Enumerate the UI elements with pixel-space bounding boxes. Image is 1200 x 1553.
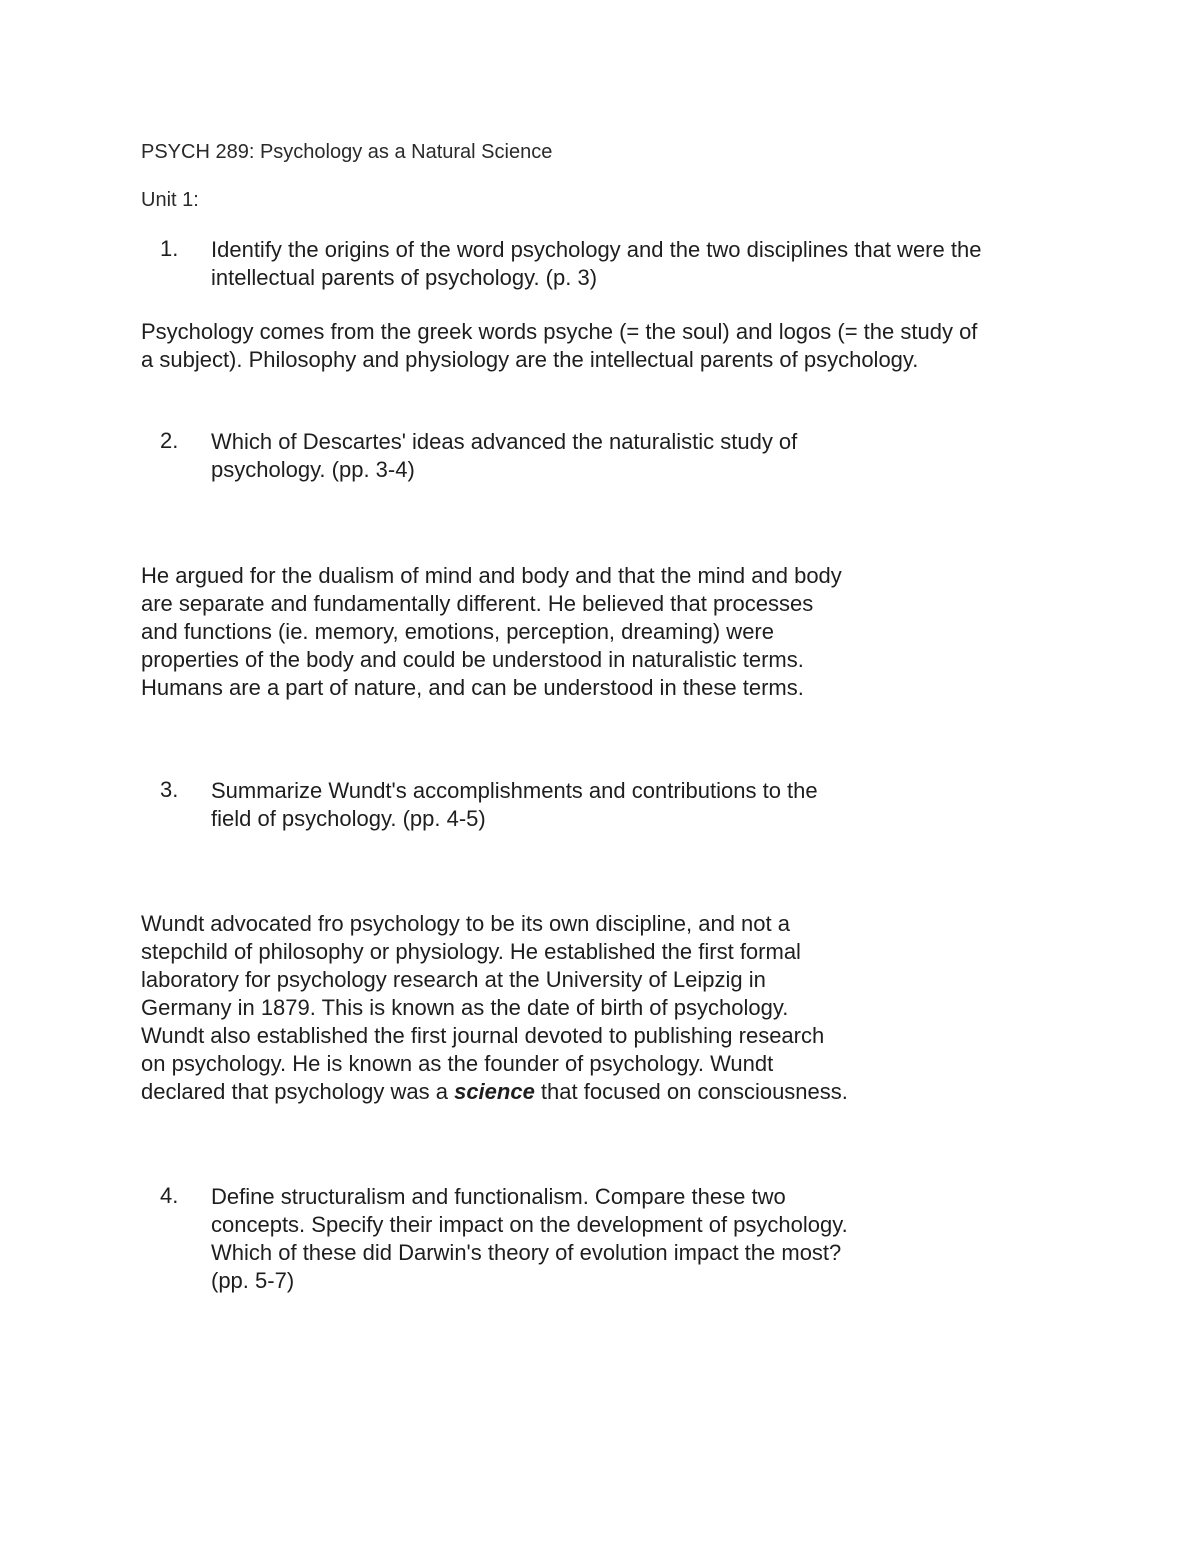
answer-line: Humans are a part of nature, and can be understood in these terms. (141, 675, 804, 700)
answer-3 (141, 910, 848, 1106)
answer-line: He argued for the dualism of mind and body and that the mind and body (141, 563, 842, 588)
question-3-text (211, 777, 818, 833)
question-3-number: 3. (160, 777, 179, 802)
question-1-text (211, 236, 981, 292)
answer-line: a subject). Philosophy and physiology are the intellectual parents of psychology. (141, 347, 919, 372)
question-line: field of psychology. (pp. 4-5) (211, 806, 486, 831)
answer-line: and functions (ie. memory, emotions, perception, dreaming) were (141, 619, 774, 644)
question-line: intellectual parents of psychology. (p. 3) (211, 265, 598, 290)
document-title: PSYCH 289: Psychology as a Natural Science (141, 141, 553, 163)
answer-line: Wundt advocated fro psychology to be its own discipline, and not a (141, 911, 790, 936)
question-4-text (211, 1183, 848, 1295)
question-1-number: 1. (160, 236, 179, 261)
emphasized-word: science (454, 1079, 535, 1104)
answer-line: are separate and fundamentally different. He believed that processes (141, 591, 814, 616)
answer-line: laboratory for psychology research at the University of Leipzig in (141, 967, 766, 992)
question-line: Identify the origins of the word psychology and the two disciplines that were the (211, 237, 982, 262)
question-line: psychology. (pp. 3-4) (211, 457, 415, 482)
answer-line: Germany in 1879. This is known as the date of birth of psychology. (141, 995, 789, 1020)
question-4-number: 4. (160, 1183, 179, 1208)
question-2-number: 2. (160, 428, 179, 453)
answer-line: properties of the body and could be understood in naturalistic terms. (141, 647, 804, 672)
answer-2 (141, 562, 842, 702)
answer-line-last (141, 1078, 848, 1106)
question-line: Which of Descartes' ideas advanced the naturalistic study of (211, 429, 798, 454)
question-line: Summarize Wundt's accomplishments and contributions to the (211, 778, 818, 803)
unit-heading: Unit 1: (141, 189, 199, 211)
answer-line: Psychology comes from the greek words psyche (= the soul) and logos (= the study of (141, 319, 978, 344)
answer-line: Wundt also established the first journal devoted to publishing research (141, 1023, 825, 1048)
answer-line: on psychology. He is known as the founder of psychology. Wundt (141, 1051, 774, 1076)
question-line: Which of these did Darwin's theory of evolution impact the most? (211, 1240, 842, 1265)
answer-text: that focused on consciousness. (534, 1079, 848, 1104)
question-line: concepts. Specify their impact on the development of psychology. (211, 1212, 848, 1237)
answer-text: declared that psychology was a (141, 1079, 455, 1104)
question-line: (pp. 5-7) (211, 1268, 295, 1293)
question-2-text (211, 428, 797, 484)
answer-line: stepchild of philosophy or physiology. He established the first formal (141, 939, 801, 964)
answer-1 (141, 318, 977, 374)
question-line: Define structuralism and functionalism. Compare these two (211, 1184, 786, 1209)
